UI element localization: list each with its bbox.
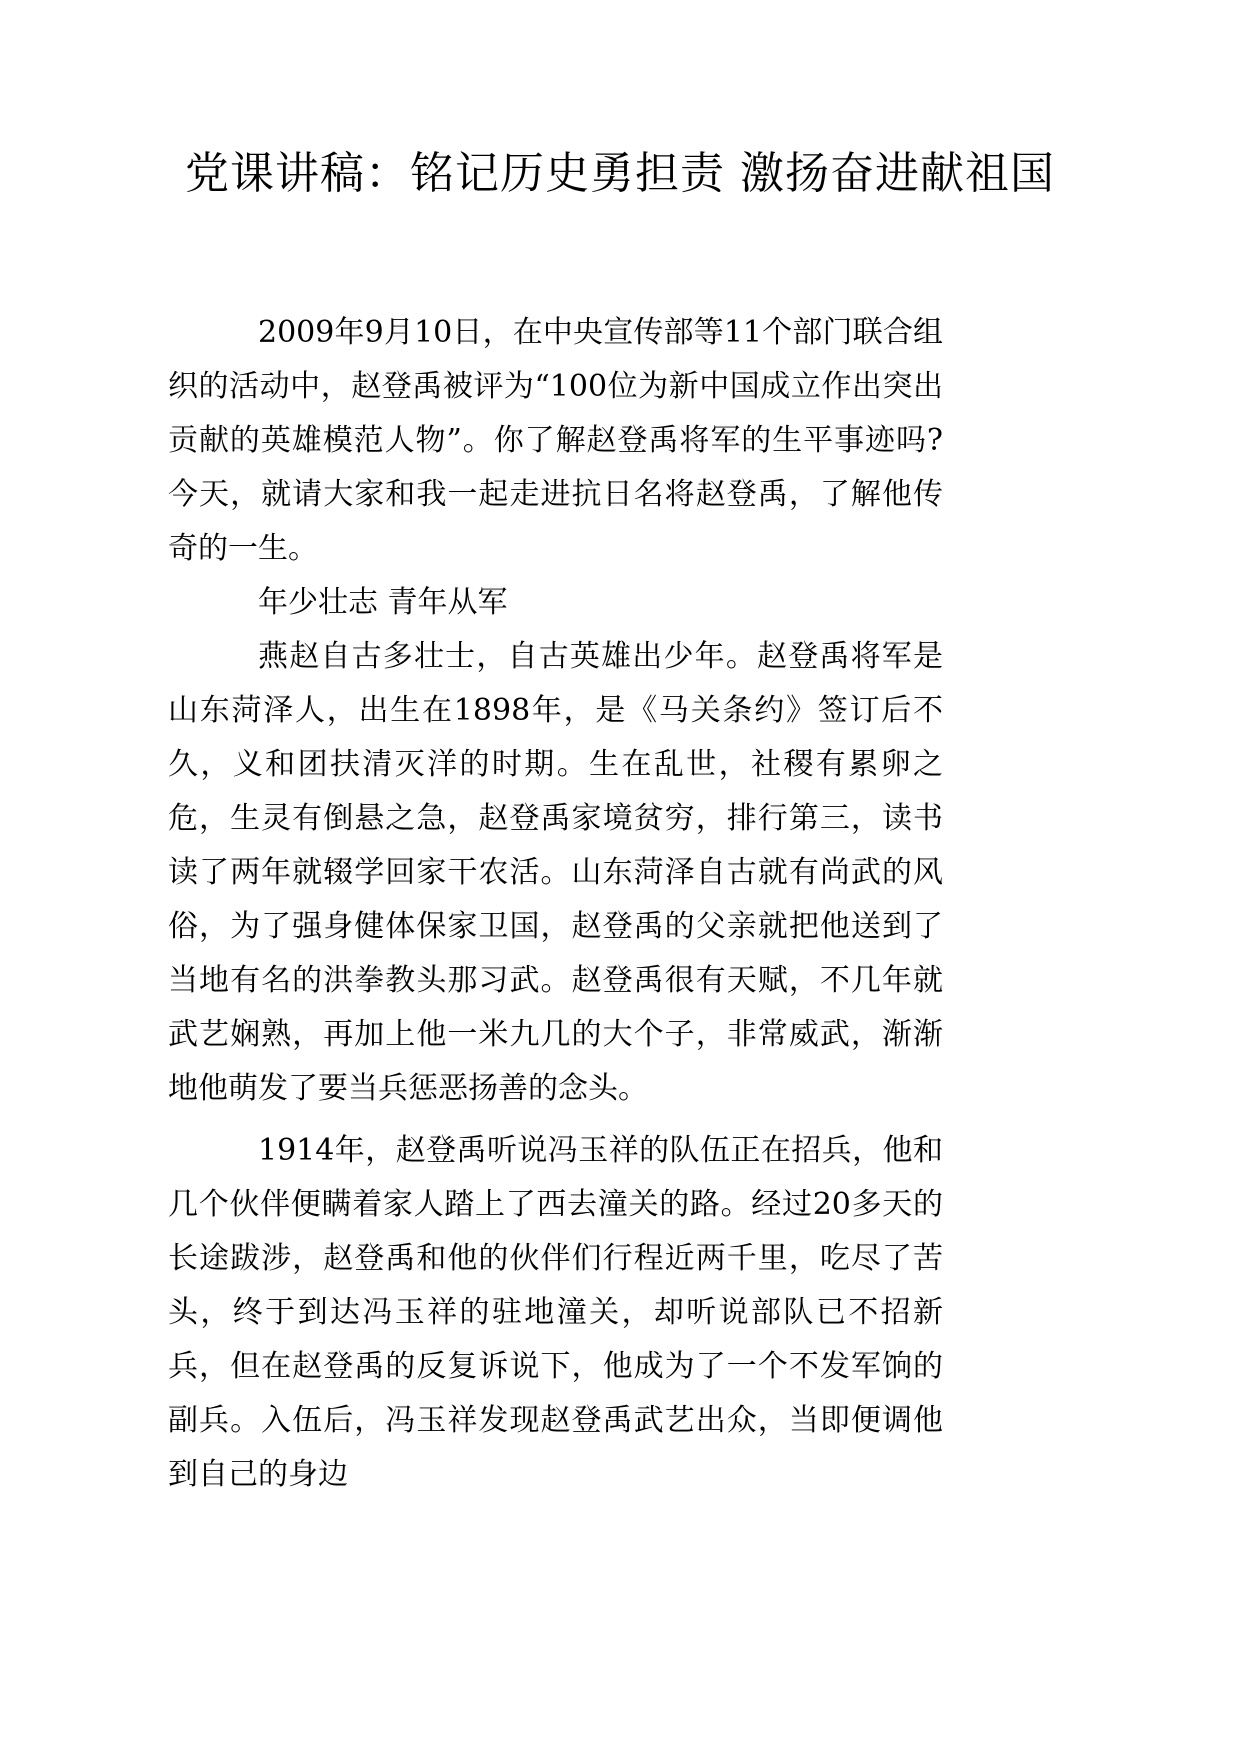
body-paragraph: 燕赵自古多壮士，自古英雄出少年。赵登禹将军是山东菏泽人，出生在1898年，是《马关条约》签订后不久，义和团扶清灭洋的时期。生在乱世，社稷有累卵之危，生灵有倒悬之急，赵登禹家境贫穷，排行第三，读书读了两年就辍学回家干农活。山东菏泽自古就有尚武的风俗，为了强身健体保家卫国，赵登禹的父亲就把他送到了当地有名的洪拳教头那习武。赵登禹很有天赋，不几年就武艺娴熟，再加上他一米九几的大个子，非常威武，渐渐地他萌发了要当兵惩恶扬善的念头。 <box>168 639 943 1106</box>
document-title: 党课讲稿：铭记历史勇担责 激扬奋进献祖国 <box>185 148 1055 199</box>
document-body <box>168 306 943 1502</box>
body-paragraph: 2009年9月10日，在中央宣传部等11个部门联合组织的活动中，赵登禹被评为“100位为新中国成立作出突出贡献的英雄模范人物”。你了解赵登禹将军的生平事迹吗?今天，就请大家和我一起走进抗日名将赵登禹，了解他传奇的一生。 <box>168 315 943 566</box>
section-heading: 年少壮志 青年从军 <box>258 585 508 620</box>
body-paragraph: 1914年，赵登禹听说冯玉祥的队伍正在招兵，他和几个伙伴便瞒着家人踏上了西去潼关的路。经过20多天的长途跋涉，赵登禹和他的伙伴们行程近两千里，吃尽了苦头，终于到达冯玉祥的驻地潼关，却听说部队已不招新兵，但在赵登禹的反复诉说下，他成为了一个不发军饷的副兵。入伍后，冯玉祥发现赵登禹武艺出众，当即便调他到自己的身边 <box>168 1133 943 1492</box>
